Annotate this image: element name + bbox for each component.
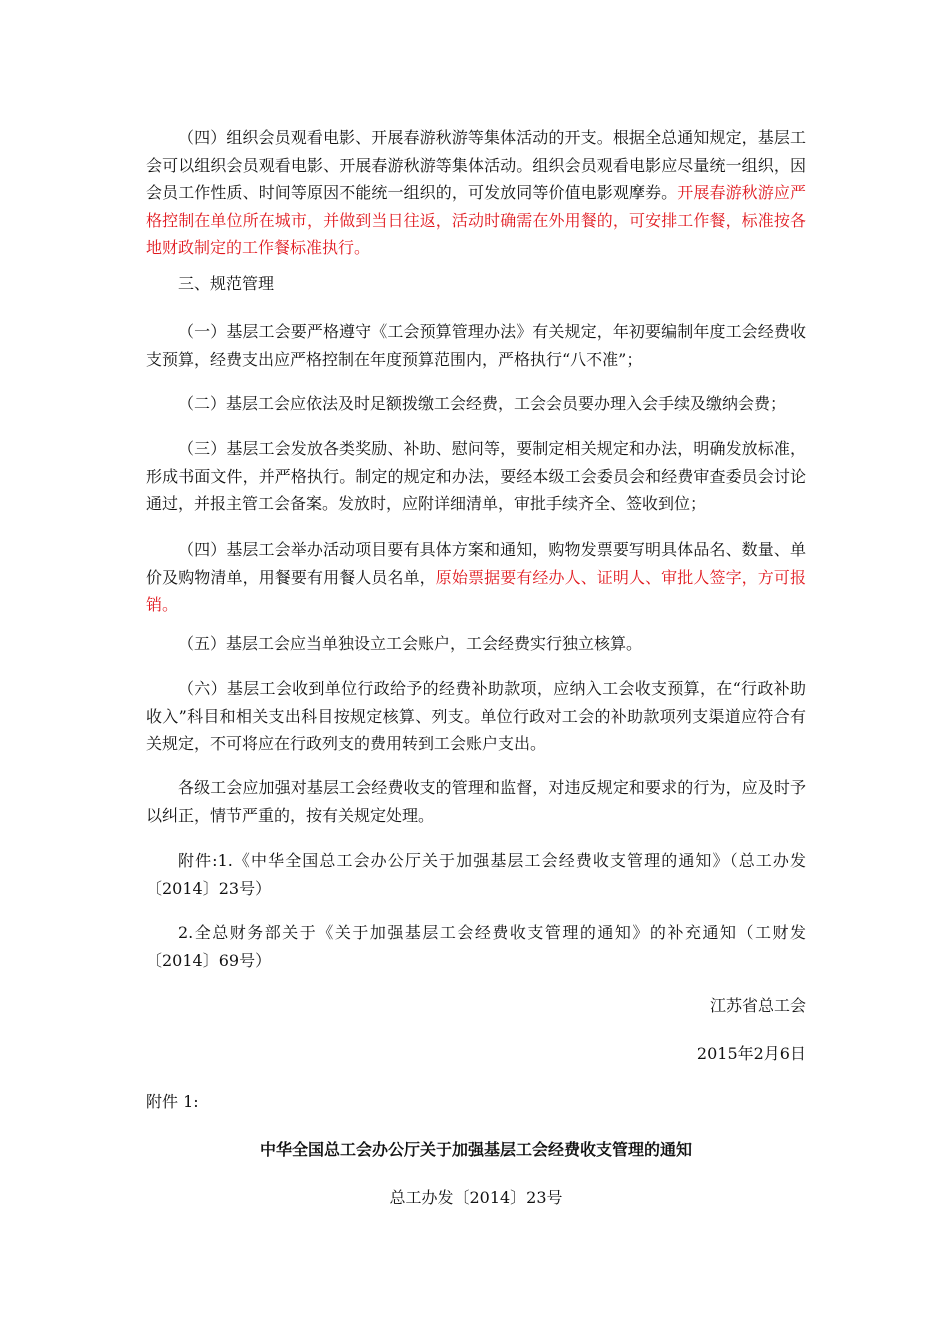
attachment-2: 2.全总财务部关于《关于加强基层工会经费收支管理的通知》的补充通知（工财发〔2014〕69号） — [146, 923, 806, 970]
supervision-paragraph: 各级工会应加强对基层工会经费收支的管理和监督，对违反规定和要求的行为，应及时予以纠正，情节严重的，按有关规定处理。 — [146, 778, 806, 825]
paragraph-activities-text: （四）组织会员观看电影、开展春游秋游等集体活动的开支。根据全总通知规定，基层工会可以组织会员观看电影、开展春游秋游等集体活动。组织会员观看电影应尽量统一组织，因会员工作性质、时间等原因不能统一组织的，可发放同等价值电影观摩券。 — [146, 128, 806, 203]
item-4-text: （四）基层工会举办活动项目要有具体方案和通知，购物发票要写明具体品名、数量、单价及购物清单，用餐要有用餐人员名单， — [146, 540, 806, 587]
item-3: （三）基层工会发放各类奖励、补助、慰问等，要制定相关规定和办法，明确发放标准，形成书面文件，并严格执行。制定的规定和办法，要经本级工会委员会和经费审查委员会讨论通过，并报主管工会备案。发放时，应附详细清单，审批手续齐全、签收到位； — [146, 439, 806, 514]
appendix-title: 中华全国总工会办公厅关于加强基层工会经费收支管理的通知 — [259, 1140, 692, 1159]
item-4-highlight: 原始票据要有经办人、证明人、审批人签字，方可报销。 — [146, 567, 806, 615]
paragraph-activities-highlight: 开展春游秋游应严格控制在单位所在城市，并做到当日往返，活动时确需在外用餐的，可安排工作餐，标准按各地财政制定的工作餐标准执行。 — [146, 183, 806, 258]
issuer: 江苏省总工会 — [709, 996, 806, 1015]
issue-date: 2015年2月6日 — [696, 1044, 806, 1063]
attachment-1: 附件:1.《中华全国总工会办公厅关于加强基层工会经费收支管理的通知》（总工办发〔2014〕23号） — [146, 851, 806, 898]
item-5: （五）基层工会应当单独设立工会账户，工会经费实行独立核算。 — [178, 634, 643, 653]
paragraph-activities — [146, 124, 806, 262]
appendix-label: 附件 1: — [146, 1092, 199, 1111]
item-6: （六）基层工会收到单位行政给予的经费补助款项，应纳入工会收支预算，在“行政补助收入”科目和相关支出科目按规定核算、列支。单位行政对工会的补助款项列支渠道应符合有关规定，不可将应在行政列支的费用转到工会账户支出。 — [146, 679, 806, 754]
section-heading: 三、规范管理 — [178, 274, 275, 293]
item-2: （二）基层工会应依法及时足额拨缴工会经费，工会会员要办理入会手续及缴纳会费； — [178, 394, 787, 413]
item-1: （一）基层工会要严格遵守《工会预算管理办法》有关规定，年初要编制年度工会经费收支预算，经费支出应严格控制在年度预算范围内，严格执行“八不准”； — [146, 322, 806, 369]
appendix-document-number: 总工办发〔2014〕23号 — [389, 1188, 563, 1207]
item-4 — [146, 536, 806, 619]
